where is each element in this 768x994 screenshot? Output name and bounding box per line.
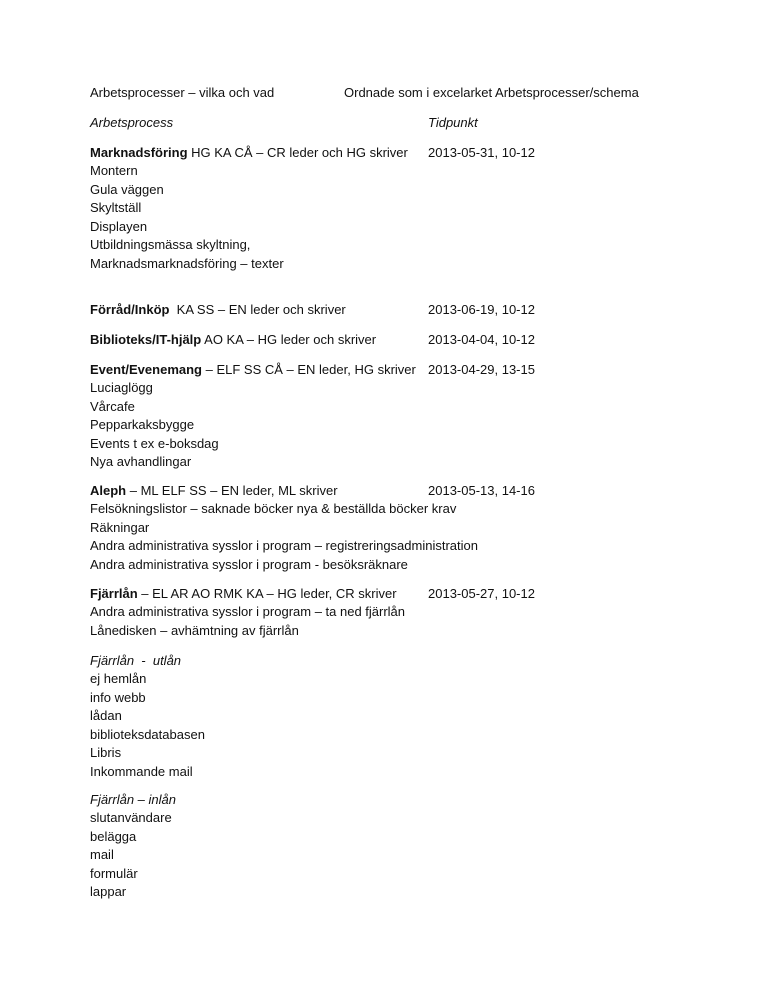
section-title: Förråd/Inköp [90, 302, 170, 317]
list-item: Pepparkaksbygge [90, 417, 195, 432]
list-item: belägga [90, 828, 137, 844]
section-participants: – EL AR AO RMK KA – HG leder, CR skriver [137, 586, 397, 601]
list-item: Andra administrativa sysslor i program - besöksräknare [90, 556, 408, 572]
section-bibliotek-heading [90, 331, 376, 349]
list-item: Events t ex e-boksdag [90, 435, 219, 451]
section-marknadsforing-heading [90, 144, 408, 162]
list-item: Vårcafe [90, 398, 135, 414]
section-participants: AO KA – HG leder och skriver [201, 332, 377, 347]
section-aleph-items [90, 500, 478, 574]
list-item: Andra administrativa sysslor i program – ta ned fjärrlån [90, 604, 406, 619]
section-aleph-time: 2013-05-13, 14-16 [428, 483, 535, 498]
section-bibliotek-time: 2013-04-04, 10-12 [428, 332, 535, 347]
list-item: slutanvändare [90, 810, 172, 825]
section-inlan-items [90, 809, 172, 902]
section-fjarrlan-time: 2013-05-27, 10-12 [428, 586, 535, 601]
section-event-items [90, 379, 219, 472]
section-title: Aleph [90, 483, 127, 498]
section-utlan-items [90, 670, 205, 781]
section-title: Event/Evenemang [90, 362, 202, 377]
section-participants: – ML ELF SS – EN leder, ML skriver [126, 483, 338, 498]
list-item: Inkommande mail [90, 763, 193, 779]
section-marknadsforing-items [90, 162, 284, 273]
section-event-heading [90, 361, 416, 379]
section-event-time: 2013-04-29, 13-15 [428, 362, 535, 377]
column-header-process: Arbetsprocess [90, 115, 174, 130]
section-participants: KA SS – EN leder och skriver [169, 302, 346, 317]
list-item: Displayen [90, 218, 148, 234]
list-item: info webb [90, 689, 146, 705]
section-title: Marknadsföring [90, 145, 188, 160]
list-item: Nya avhandlingar [90, 454, 192, 469]
section-title: Biblioteks/IT-hjälp [90, 332, 202, 347]
list-item: Skyltställ [90, 200, 142, 215]
list-item: lappar [90, 884, 127, 899]
section-participants: – ELF SS CÅ – EN leder, HG skriver [202, 362, 416, 377]
list-item: ej hemlån [90, 671, 147, 686]
section-forrad-heading [90, 301, 346, 319]
section-marknadsforing-time: 2013-05-31, 10-12 [428, 145, 535, 160]
list-item: Lånedisken – avhämtning av fjärrlån [90, 622, 299, 638]
list-item: Felsökningslistor – saknade böcker nya & beställda böcker krav [90, 501, 457, 516]
section-participants: HG KA CÅ – CR leder och HG skriver [187, 145, 408, 160]
section-title: Fjärrlån [90, 586, 138, 601]
section-fjarrlan-heading [90, 585, 397, 603]
section-inlan-heading: Fjärrlån – inlån [90, 792, 176, 807]
document-title: Arbetsprocesser – vilka och vad [90, 85, 275, 100]
document-subtitle: Ordnade som i excelarket Arbetsprocesser/schema [344, 85, 639, 100]
list-item: Montern [90, 163, 138, 178]
list-item: Andra administrativa sysslor i program – registreringsadministration [90, 538, 478, 553]
list-item: formulär [90, 865, 138, 881]
list-item: Utbildningsmässa skyltning, [90, 237, 251, 252]
list-item: Luciaglögg [90, 380, 153, 395]
list-item: lådan [90, 708, 122, 723]
column-header-time: Tidpunkt [428, 115, 478, 130]
section-fjarrlan-items [90, 603, 405, 640]
list-item: Gula väggen [90, 181, 164, 197]
list-item: biblioteksdatabasen [90, 726, 205, 742]
list-item: mail [90, 847, 114, 862]
list-item: Libris [90, 745, 122, 760]
list-item: Marknadsmarknadsföring – texter [90, 255, 284, 271]
section-aleph-heading [90, 482, 338, 500]
section-utlan-heading: Fjärrlån - utlån [90, 653, 182, 668]
section-forrad-time: 2013-06-19, 10-12 [428, 302, 535, 317]
list-item: Räkningar [90, 519, 150, 535]
